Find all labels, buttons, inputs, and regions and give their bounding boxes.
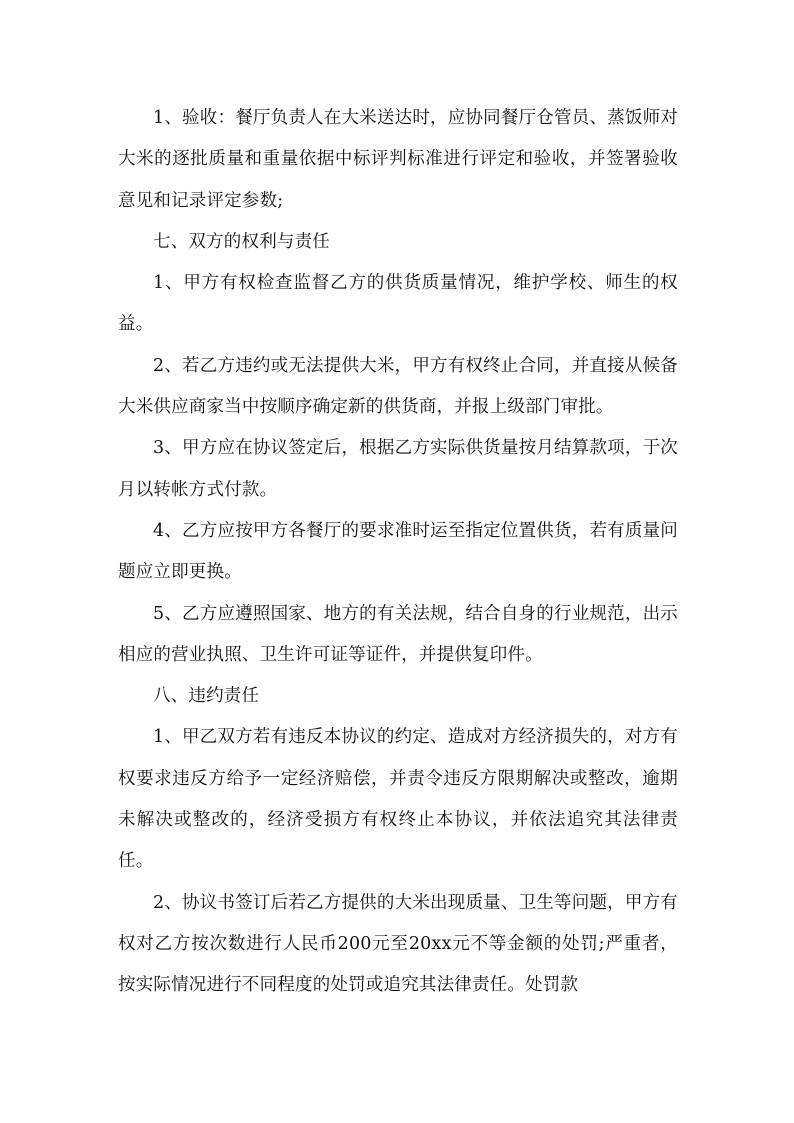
paragraph-rights-1: 1、甲方有权检查监督乙方的供货质量情况，维护学校、师生的权益。 bbox=[118, 273, 678, 335]
paragraph-rights-4: 4、乙方应按甲方各餐厅的要求准时运至指定位置供货，若有质量问题应立即更换。 bbox=[118, 520, 678, 583]
section-heading-rights-responsibilities: 七、双方的权利与责任 bbox=[153, 231, 330, 252]
paragraph-rights-5: 5、乙方应遵照国家、地方的有关法规，结合自身的行业规范，出示相应的营业执照、卫生许可证等证件，并提供复印件。 bbox=[118, 603, 678, 665]
paragraph-rights-3: 3、甲方应在协议签定后，根据乙方实际供货量按月结算款项，于次月以转帐方式付款。 bbox=[118, 438, 678, 500]
paragraph-acceptance: 1、验收：餐厅负责人在大米送达时，应协同餐厅仓管员、蒸饭师对大米的逐批质量和重量依据中标评判标准进行评定和验收，并签署验收意见和记录评定参数; bbox=[118, 108, 678, 211]
paragraph-breach-1: 1、甲乙双方若有违反本协议的约定、造成对方经济损失的，对方有权要求违反方给予一定经济赔偿，并责令违反方限期解决或整改，逾期未解决或整改的，经济受损方有权终止本协议，并依法追究其法律责任。 bbox=[118, 727, 678, 872]
paragraph-rights-2: 2、若乙方违约或无法提供大米，甲方有权终止合同，并直接从候备大米供应商家当中按顺序确定新的供货商，并报上级部门审批。 bbox=[118, 355, 678, 418]
document-body bbox=[118, 98, 678, 1007]
paragraph-breach-2: 2、协议书签订后若乙方提供的大米出现质量、卫生等问题，甲方有权对乙方按次数进行人民币200元至20xx元不等金额的处罚;严重者，按实际情况进行不同程度的处罚或追究其法律责任。处罚款 bbox=[118, 892, 678, 996]
section-heading-breach-liability: 八、违约责任 bbox=[153, 686, 260, 707]
